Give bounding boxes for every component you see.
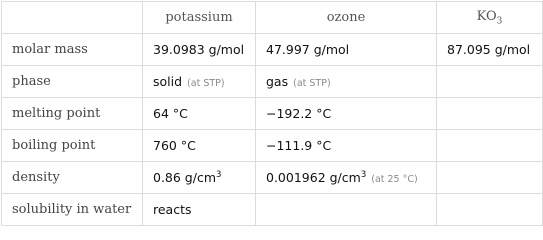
phase-condition-note: (at STP): [187, 78, 225, 89]
header-ozone: ozone: [256, 2, 437, 34]
ko3-phase: [437, 66, 543, 98]
potassium-phase: [143, 66, 256, 98]
table-row-boiling-point: [2, 130, 543, 162]
potassium-melting-point: 64 °C: [143, 98, 256, 130]
potassium-molar-mass: 39.0983 g/mol: [143, 34, 256, 66]
phase-condition-note: (at STP): [293, 78, 331, 89]
ozone-boiling-point: −111.9 °C: [256, 130, 437, 162]
phase-value: gas: [266, 74, 289, 89]
density-value: 0.001962 g/cm: [266, 170, 361, 186]
potassium-density: [143, 162, 256, 194]
ko3-melting-point: [437, 98, 543, 130]
table-row-density: [2, 162, 543, 194]
ko3-solubility: [437, 194, 543, 226]
properties-table: [1, 1, 543, 226]
row-label: density: [2, 162, 143, 194]
ozone-density: [256, 162, 437, 194]
header-ko3: [437, 2, 543, 34]
ko3-formula-base: KO: [476, 8, 497, 24]
row-label: molar mass: [2, 34, 143, 66]
phase-value: solid: [153, 74, 183, 89]
table-row-phase: [2, 66, 543, 98]
row-label: solubility in water: [2, 194, 143, 226]
density-exponent: 3: [216, 169, 222, 180]
ozone-phase: [256, 66, 437, 98]
row-label: phase: [2, 66, 143, 98]
density-exponent: 3: [360, 169, 367, 180]
potassium-solubility: reacts: [143, 194, 256, 226]
table-row-solubility: [2, 194, 543, 226]
header-row: [2, 2, 543, 34]
row-label: boiling point: [2, 130, 143, 162]
density-value: 0.86 g/cm: [153, 170, 217, 186]
table-row-molar-mass: [2, 34, 543, 66]
ozone-solubility: [256, 194, 437, 226]
potassium-boiling-point: 760 °C: [143, 130, 256, 162]
header-potassium: potassium: [143, 2, 256, 34]
header-empty-cell: [2, 2, 143, 34]
ko3-molar-mass: 87.095 g/mol: [437, 34, 543, 66]
ozone-molar-mass: 47.997 g/mol: [256, 34, 437, 66]
row-label: melting point: [2, 98, 143, 130]
ozone-melting-point: −192.2 °C: [256, 98, 437, 130]
ko3-density: [437, 162, 543, 194]
ko3-formula-subscript: 3: [496, 16, 503, 27]
ko3-boiling-point: [437, 130, 543, 162]
table-row-melting-point: [2, 98, 543, 130]
density-condition-note: (at 25 °C): [371, 174, 418, 186]
